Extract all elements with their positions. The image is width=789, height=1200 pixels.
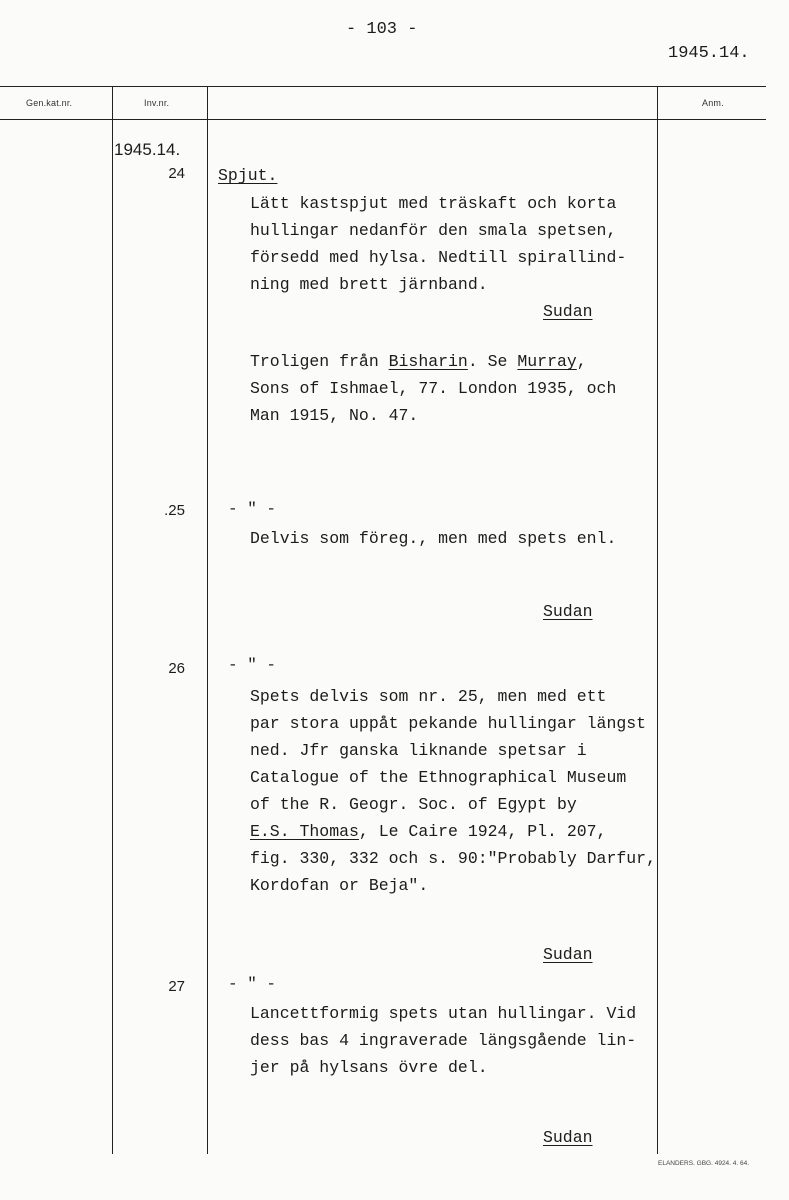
- note-text: . Se: [467, 352, 518, 371]
- entry-text-line: Delvis som föreg., men med spets enl.: [250, 529, 617, 548]
- author-ref: E.S. Thomas: [250, 822, 359, 841]
- collection-number: 1945.14.: [114, 140, 181, 159]
- entry-number: 24: [168, 165, 185, 182]
- entry-text-line: Catalogue of the Ethnographical Museum: [250, 768, 627, 787]
- column-divider-right: [657, 86, 658, 1154]
- entry-text-line: ning med brett järnband.: [250, 275, 488, 294]
- entry-number: 26: [168, 660, 185, 677]
- entry-text-line: par stora uppåt pekande hullingar längst: [250, 714, 647, 733]
- note-ref-murray: Murray: [517, 352, 577, 371]
- header-invnr: Inv.nr.: [144, 98, 170, 108]
- header-rule-bottom: [0, 119, 766, 120]
- note-text: Troligen från: [250, 352, 389, 371]
- ditto-mark: - " -: [228, 500, 277, 518]
- entry-number: 27: [168, 978, 185, 995]
- entry-text-line: jer på hylsans övre del.: [250, 1058, 488, 1077]
- entry-text-line: [250, 818, 606, 845]
- note-text: ,: [576, 352, 587, 371]
- entry-place: Sudan: [543, 602, 593, 621]
- entry-text-line: Kordofan or Beja".: [250, 876, 429, 895]
- entry-place: Sudan: [543, 945, 593, 964]
- header-anm: Anm.: [702, 98, 724, 108]
- entry-text: , Le Caire 1924, Pl. 207,: [358, 822, 607, 841]
- entry-text-line: ned. Jfr ganska liknande spetsar i: [250, 741, 587, 760]
- entry-text-line: of the R. Geogr. Soc. of Egypt by: [250, 795, 577, 814]
- entry-text-line: försedd med hylsa. Nedtill spirallind-: [250, 248, 627, 267]
- entry-text-line: Lancettformig spets utan hullingar. Vid: [250, 1004, 637, 1023]
- page-number: - 103 -: [346, 20, 418, 39]
- entry-text-line: dess bas 4 ingraverade längsgående lin-: [250, 1031, 637, 1050]
- entry-note-line: Sons of Ishmael, 77. London 1935, och: [250, 379, 617, 398]
- entry-text-line: Lätt kastspjut med träskaft och korta: [250, 194, 617, 213]
- ditto-mark: - " -: [228, 656, 277, 674]
- entry-title: Spjut.: [218, 166, 278, 185]
- header-genkat: Gen.kat.nr.: [26, 98, 73, 108]
- entry-text-line: Spets delvis som nr. 25, men med ett: [250, 687, 607, 706]
- entry-place: Sudan: [543, 1128, 593, 1147]
- entry-text-line: fig. 330, 332 och s. 90:"Probably Darfur,: [250, 849, 656, 868]
- entry-place: Sudan: [543, 302, 593, 321]
- note-ref-bisharin: Bisharin: [388, 352, 468, 371]
- column-divider-middle: [207, 86, 208, 1154]
- top-right-number: 1945.14.: [668, 44, 750, 63]
- header-rule-top: [0, 86, 766, 87]
- entry-note-line: Man 1915, No. 47.: [250, 406, 419, 425]
- entry-text-line: hullingar nedanför den smala spetsen,: [250, 221, 617, 240]
- footer-print-mark: ELANDERS. GBG. 4924. 4. 64.: [658, 1160, 750, 1167]
- entry-number: .25: [164, 502, 185, 519]
- entry-note-line: [250, 348, 587, 375]
- ditto-mark: - " -: [228, 975, 277, 993]
